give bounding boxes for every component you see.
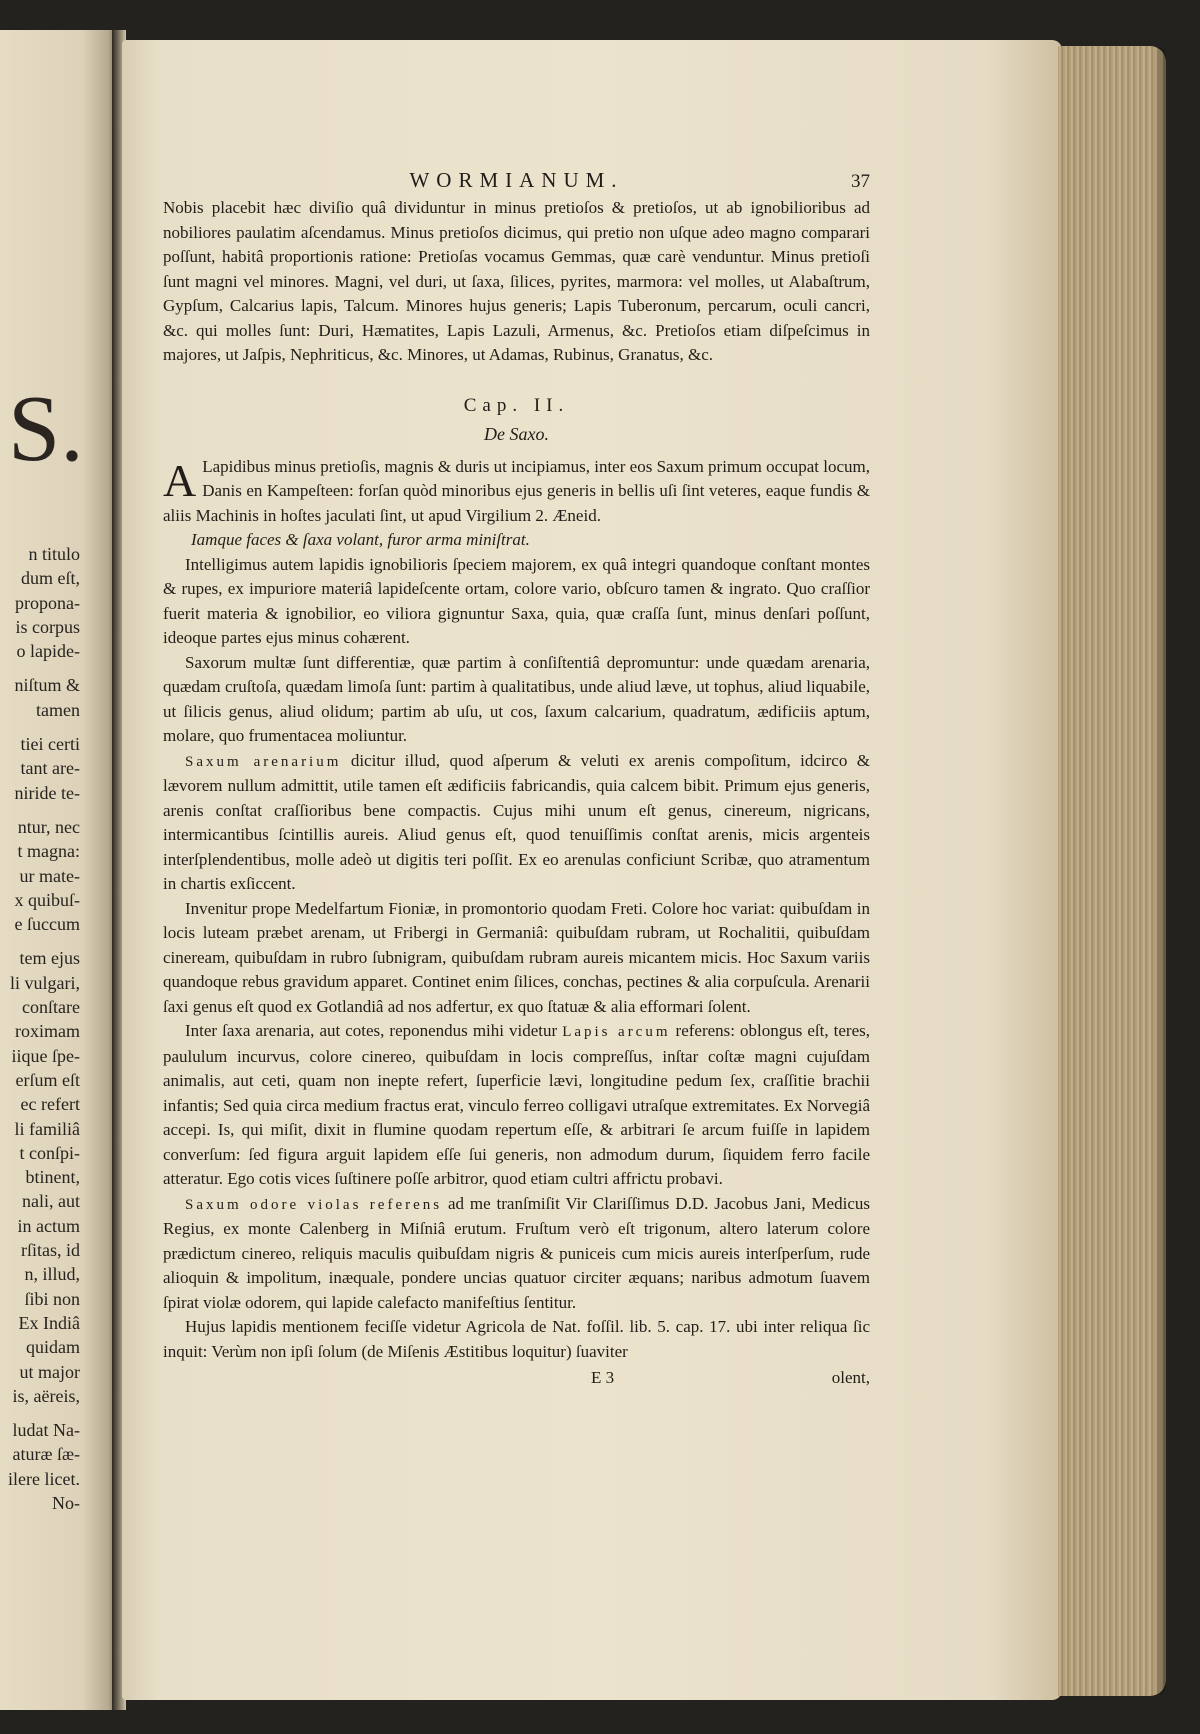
left-line: is corpus	[15, 616, 80, 637]
arcum-before: Inter ſaxa arenaria, aut cotes, reponendus mihi videtur	[185, 1021, 563, 1040]
left-line: dum eſt,	[21, 568, 80, 589]
left-line: conſtare	[22, 997, 80, 1018]
left-line: ludat Na-	[12, 1420, 80, 1441]
left-line: t conſpi-	[19, 1142, 80, 1163]
left-line: iique ſpe-	[11, 1045, 80, 1066]
arcum-paragraph	[163, 1019, 870, 1192]
left-line: ec refert	[20, 1094, 80, 1115]
left-line: n, illud,	[24, 1264, 80, 1285]
left-line: x quibuſ-	[14, 889, 80, 910]
drop-cap: A	[163, 454, 197, 506]
violas-paragraph	[163, 1192, 870, 1316]
left-line: nali, aut	[22, 1191, 80, 1212]
running-title: WORMIANUM.	[409, 168, 624, 192]
left-line: n titulo	[28, 544, 80, 564]
running-head	[163, 168, 870, 196]
left-line: btinent,	[25, 1167, 80, 1188]
arenarium-paragraph	[163, 749, 870, 897]
medelfart-paragraph: Invenitur prope Medelfartum Fioniæ, in promontorio quodam Freti. Colore hoc variat: quibuſdam in locis luteam præbet arenam, ut Fribergi in Germaniâ: quibuſdam rubram, ut Rochalitii, quibuſdam cineream, quibuſdam in rubro ſubnigram, quibuſdam rubram aureis micantem micis. Hoc Saxum variis quandoque rebus gravidum apparet. Continet enim ſilices, conchas, pectines & alia corpuſcula. Arenarii ſaxi genus eſt quod ex Gotlandiâ ad nos adfertur, ex quo ſtatuæ & alia efformari ſolent.	[163, 898, 870, 1016]
paragraph: Saxorum multæ ſunt differentiæ, quæ partim à conſiſtentiâ depromuntur: unde quædam arenaria, quædam cruſtoſa, quædam limoſa ſunt: partim à qualitatibus, unde aliud læve, ut tophus, aliud liquabile, ut ſilicis genus, aliud olidum; partim ab uſu, ut cos, ſaxum calcarium, quadratum, ædificiis aptum, molare, quo frumentacea moliuntur.	[163, 652, 870, 745]
violas-text: ad me tranſmiſit Vir Clariſſimus D.D. Jacobus Jani, Medicus Regius, ex monte Calenberg in Miſniâ erutum. Fruſtum verò eſt trigonum, altero laterum colore prædictum cinereo, reliquis maculis quibuſdam nigris & puniceis cum micis aureis interſperſum, rude alioquin & impolitum, inæquale, pondere uncias quatuor circiter æquans; naribus admotum ſuavem ſpirat violæ odorem, qui lapide calefacto manifeſtius ſentitur.	[163, 1193, 870, 1312]
left-page-initial: S.	[8, 377, 84, 481]
agricola-paragraph: Hujus lapidis mentionem feciſſe videtur Agricola de Nat. foſſil. lib. 5. cap. 17. ubi inter reliqua ſic inquit: Verùm non ipſi ſolum (de Miſenis Æstitibus loquitur) ſuaviter	[163, 1317, 870, 1361]
left-line: tem ejus	[19, 948, 80, 969]
left-line: ſibi non	[24, 1288, 80, 1309]
chapter-subheading: De Saxo.	[484, 424, 549, 444]
left-line: Ex Indiâ	[18, 1312, 80, 1333]
arenarium-text: dicitur illud, quod aſperum & veluti ex arenis compoſitum, idcirco & lævorem nullum admittit, utile tamen eſt ædificiis fabricandis, quia calcem bibit. Primum ejus generis, arenis conſtat craſſioribus bene compactis. Cujus mihi unum eſt genus, cinereum, nigricans, intermicantibus ſcintillis aureis. Aliud genus eſt, quod tenuiſſimis conſtat arenis, micis argenteis interſplendentibus, molle adeò ut digitis teri poſſit. Ex eo arenulas conficiunt Scribæ, quo atramentum in chartis exſiccent.	[163, 750, 871, 893]
left-page	[0, 30, 118, 1710]
first-paragraph-text: Lapidibus minus pretioſis, magnis & duris ut incipiamus, inter eos Saxum primum occupat locum, Danis en Kampeſteen: forſan quòd minoribus ejus generis in bellis uſi ſint veteres, eaque fundis & aliis Machinis in hoſtes jaculati ſint, ut apud Virgilium 2. Æneid.	[163, 456, 870, 525]
left-line: propona-	[15, 592, 80, 613]
left-line: tiei certi	[20, 734, 80, 755]
page-number: 37	[851, 171, 870, 192]
arenarium-lead: Saxum arenarium	[185, 753, 342, 770]
left-page-lines	[0, 542, 80, 1515]
violas-lead: Saxum odore violas referens	[185, 1196, 443, 1213]
left-line: roximam	[15, 1021, 80, 1042]
left-line: ilere licet.	[8, 1468, 80, 1489]
verse-quotation: Iamque faces & ſaxa volant, furor arma miniſtrat.	[191, 530, 530, 549]
paragraph: Intelligimus autem lapidis ignobilioris ſpeciem majorem, ex quâ integri quandoque conſtant montes & rupes, ex impuriore materiâ lapideſcente ortam, colore vario, obſcuro tamen & ingrato. Quo craſſior fuerit materia & ignobilior, eo viliora gignuntur Saxa, quia, quæ craſſa ſunt, minus denſari poſſunt, ideoque partes ejus minus cohærent.	[163, 554, 870, 647]
left-line: li vulgari,	[10, 972, 80, 993]
signature-mark: E 3	[591, 1368, 615, 1387]
left-line: niride te-	[14, 782, 80, 803]
arcum-after: referens: oblongus eſt, teres, paululum incurvus, colore cinereo, quibuſdam in locis compreſſus, inſtar coſtæ magni cujuſdam animalis, aut ceti, quam non inepte refert, ſuperficie lævi, longitudine pedum ſex, craſſitie brachii infantis; Sed quia circa medium fractus erat, vinculo ferreo colligavi utraſque extremitates. Ex Norvegiâ accepi. Is, qui miſit, dixit in flumine quodam repertum eſſe, & arbitrari ſe arcum fuiſſe in lapidem converſum: ſed figura arguit lapidem eſſe ſui generis, non admodum durum, ſiquidem ferro facile atteratur. Ego cotis vices ſuſtinere poſſe arbitror, quod etiam cultri affrictu probavi.	[163, 1021, 870, 1188]
left-line: in actum	[17, 1215, 80, 1236]
left-line: aturæ ſæ-	[12, 1444, 80, 1465]
left-line: erſum eſt	[15, 1069, 80, 1090]
catchword: olent,	[831, 1368, 870, 1387]
first-paragraph	[163, 455, 870, 529]
chapter-heading: Cap. II.	[463, 394, 570, 416]
left-line: li familiâ	[14, 1118, 80, 1139]
page-fore-edge	[1058, 46, 1166, 1696]
left-line: ut major	[19, 1361, 80, 1382]
left-line: e ſuccum	[14, 914, 80, 935]
left-line: tant are-	[20, 758, 80, 779]
page-footer	[163, 1366, 870, 1392]
left-line: ur mate-	[19, 865, 80, 886]
left-line: rſitas, id	[21, 1240, 80, 1261]
left-line: t magna:	[17, 841, 80, 862]
page-text-block	[163, 168, 870, 1392]
left-line: is, aëreis,	[12, 1385, 80, 1406]
left-line: ntur, nec	[17, 816, 80, 837]
intro-paragraph: Nobis placebit hæc diviſio quâ dividuntur in minus pretioſos & pretioſos, ut ab ignobilioribus ad nobiliores paulatim aſcendamus. Minus pretioſos dicimus, qui pretio non uſque adeo magno comparari poſſunt, habitâ proportionis ratione: Pretioſas vocamus Gemmas, quæ carè venduntur. Minus pretioſi ſunt magni vel minores. Magni, vel duri, ut ſaxa, ſilices, pyrites, marmora: vel molles, ut Alabaſtrum, Gypſum, Calcarius lapis, Talcum. Minores hujus generis; Lapis Tuberonum, percarum, oculi cancri, &c. qui molles ſunt: Duri, Hæmatites, Lapis Lazuli, Armenus, &c. Pretioſos etiam diſpeſcimus in majores, ut Jaſpis, Nephriticus, &c. Minores, ut Adamas, Rubinus, Granatus, &c.	[163, 198, 870, 364]
left-line: niſtum &	[14, 675, 80, 696]
left-line: tamen	[36, 699, 80, 720]
left-line: quidam	[26, 1337, 80, 1358]
left-line: o lapide-	[16, 641, 80, 662]
arcum-name: Lapis arcum	[562, 1024, 671, 1040]
left-line: No-	[52, 1492, 80, 1513]
